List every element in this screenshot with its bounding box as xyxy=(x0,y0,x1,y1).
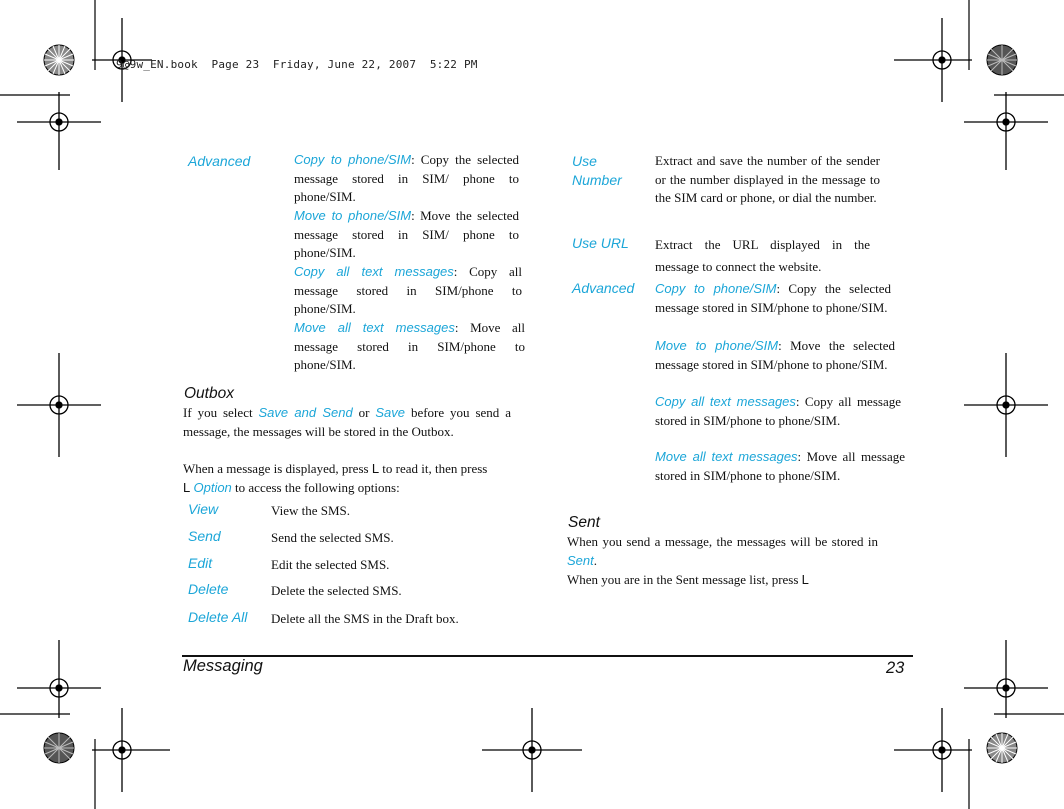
advanced-term-right: Advanced xyxy=(572,280,635,296)
sent-paragraph-1: When you send a message, the messages will be stored in Sent. xyxy=(567,534,878,568)
sent-paragraph-2: When you are in the Sent message list, press L xyxy=(567,572,809,587)
outbox-heading: Outbox xyxy=(184,385,234,402)
use-number-desc: Extract and save the number of the sender or the number displayed in the message to the SIM card or phone, or dial the number. xyxy=(655,153,880,206)
option-edit-desc: Edit the selected SMS. xyxy=(271,557,390,572)
option-delete-all-desc: Delete all the SMS in the Draft box. xyxy=(271,611,459,626)
outbox-paragraph-2: When a message is displayed, press L to read it, then press L Option to access the following options: xyxy=(183,461,488,495)
advanced-item-move-left: Move to phone/SIM: Move the selected message stored in SIM/ phone to phone/SIM. xyxy=(294,208,519,261)
advanced-item-copy-right: Copy to phone/SIM: Copy the selected message stored in SIM/phone to phone/SIM. xyxy=(655,281,891,315)
option-delete-all-term: Delete All xyxy=(188,609,248,625)
option-send-desc: Send the selected SMS. xyxy=(271,530,394,545)
advanced-item-move-all-right: Move all text messages: Move all message stored in SIM/phone to phone/SIM. xyxy=(655,449,905,483)
footer-section-title: Messaging xyxy=(183,657,263,675)
print-slug: 9@9w_EN.book Page 23 Friday, June 22, 2007 5:22 PM xyxy=(116,58,478,71)
use-url-desc: Extract the URL displayed in the message to connect the website. xyxy=(655,237,870,274)
page-number: 23 xyxy=(886,659,905,677)
advanced-item-copy-left: Copy to phone/SIM: Copy the selected message stored in SIM/ phone to phone/SIM. xyxy=(294,152,519,205)
use-url-term: Use URL xyxy=(572,235,629,251)
option-edit-term: Edit xyxy=(188,555,213,571)
option-send-term: Send xyxy=(188,528,221,544)
advanced-term-left: Advanced xyxy=(188,153,251,169)
option-view-term: View xyxy=(188,501,219,517)
advanced-item-copy-all-left: Copy all text messages: Copy all message stored in SIM/phone to phone/SIM. xyxy=(294,264,522,317)
advanced-item-move-right: Move to phone/SIM: Move the selected message stored in SIM/phone to phone/SIM. xyxy=(655,338,895,372)
advanced-item-copy-all-right: Copy all text messages: Copy all message stored in SIM/phone to phone/SIM. xyxy=(655,394,901,428)
footer-rule xyxy=(182,655,913,657)
advanced-item-move-all-left: Move all text messages: Move all message stored in SIM/phone to phone/SIM. xyxy=(294,320,525,373)
use-number-term: Use Number xyxy=(572,153,622,188)
sent-heading: Sent xyxy=(568,514,600,531)
option-delete-term: Delete xyxy=(188,581,229,597)
outbox-paragraph-1: If you select Save and Send or Save before you send a message, the messages will be stored in the Outbox. xyxy=(183,405,511,439)
option-view-desc: View the SMS. xyxy=(271,503,351,518)
option-delete-desc: Delete the selected SMS. xyxy=(271,583,402,598)
